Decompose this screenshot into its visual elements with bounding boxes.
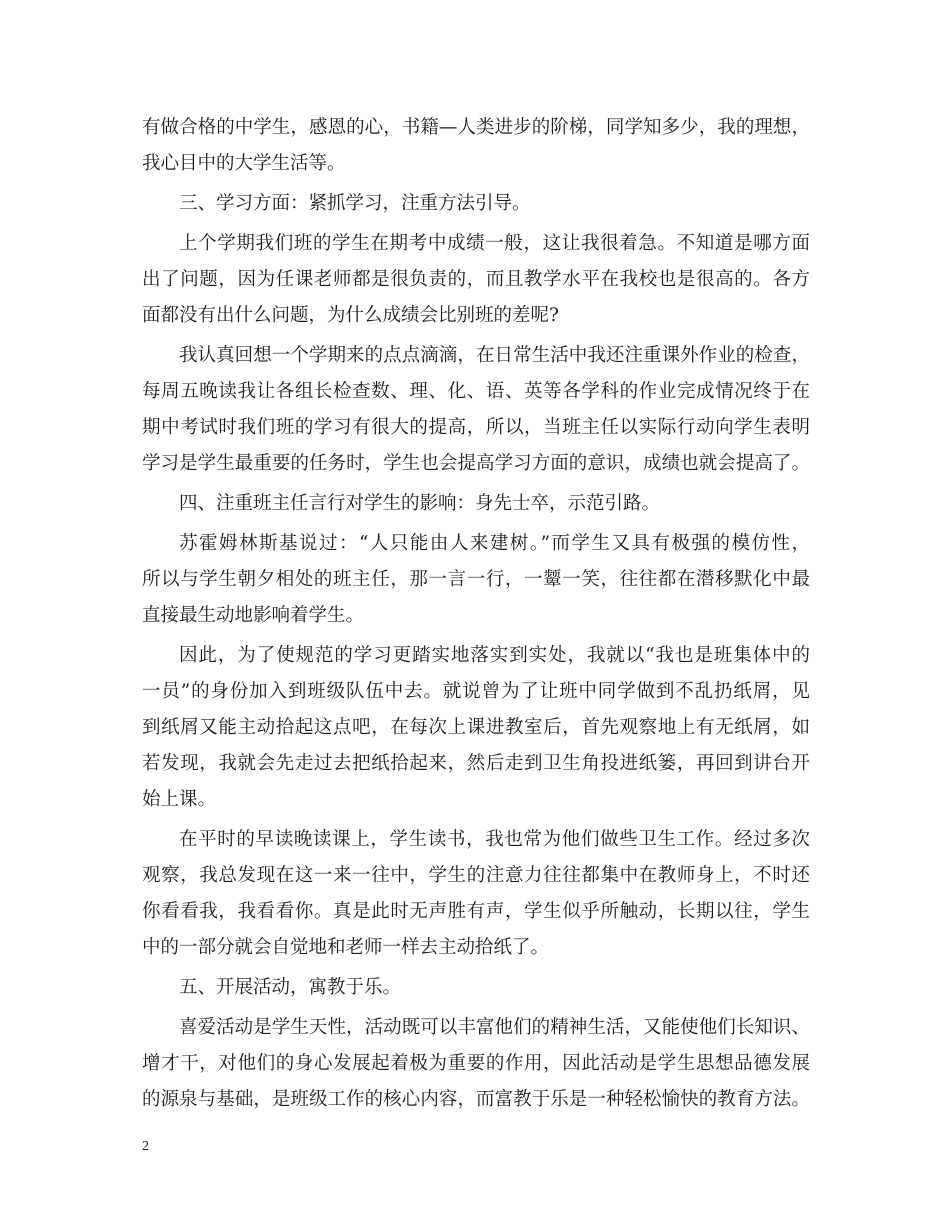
text-line: 你看看我，我看看你。真是此时无声胜有声，学生似乎所触动，长期以往，学生 (142, 901, 810, 922)
text-line: 直接最生动地影响着学生。 (142, 605, 365, 626)
text-line: 面都没有出什么问题，为什么成绩会比别班的差呢? (142, 305, 559, 326)
document-body (142, 110, 810, 1118)
text-line: 三、学习方面：紧抓学习，注重方法引导。 (179, 193, 531, 214)
text-line: 所以与学生朝夕相处的班主任，那一言一行，一颦一笑，往往都在潜移默化中最 (142, 569, 810, 590)
text-line: 出了问题，因为任课老师都是很负责的，而且教学水平在我校也是很高的。各方 (142, 269, 810, 290)
paragraph (142, 226, 810, 334)
text-line: 到纸屑又能主动拾起这点吧，在每次上课进教室后，首先观察地上有无纸屑，如 (142, 717, 810, 738)
paragraph (142, 338, 810, 482)
text-line: 苏霍姆林斯基说过：“人只能由人来建树。”而学生又具有极强的模仿性， (179, 533, 810, 554)
text-line: 增才干，对他们的身心发展起着极为重要的作用，因此活动是学生思想品德发展 (142, 1053, 810, 1074)
text-line: 五、开展活动，寓教于乐。 (179, 977, 402, 998)
text-line: 学习是学生最重要的任务时，学生也会提高学习方面的意识，成绩也就会提高了。 (142, 453, 810, 474)
paragraph (142, 638, 810, 818)
text-line: 我心目中的大学生活等。 (142, 153, 346, 174)
text-line: 我认真回想一个学期来的点点滴滴，在日常生活中我还注重课外作业的检查， (179, 345, 810, 366)
text-line: 上个学期我们班的学生在期考中成绩一般，这让我很着急。不知道是哪方面 (179, 233, 810, 254)
text-line: 始上课。 (142, 789, 217, 810)
text-line: 一员”的身份加入到班级队伍中去。就说曾为了让班中同学做到不乱扔纸屑，见 (142, 681, 810, 702)
paragraph (142, 822, 810, 966)
text-line: 每周五晚读我让各组长检查数、理、化、语、英等各学科的作业完成情况终于在 (142, 381, 810, 402)
text-line: 四、注重班主任言行对学生的影响：身先士卒，示范引路。 (179, 493, 661, 514)
text-line: 在平时的早读晚读课上，学生读书，我也常为他们做些卫生工作。经过多次 (179, 829, 810, 850)
text-line: 若发现，我就会先走过去把纸拾起来，然后走到卫生角投进纸篓，再回到讲台开 (142, 753, 810, 774)
paragraph (142, 1010, 810, 1118)
page-number: 2 (142, 1139, 149, 1154)
section-heading (142, 186, 810, 222)
section-heading (142, 486, 810, 522)
text-line: 喜爱活动是学生天性，活动既可以丰富他们的精神生活，又能使他们长知识、 (179, 1017, 810, 1038)
text-line: 有做合格的中学生，感恩的心，书籍—人类进步的阶梯，同学知多少，我的理想， (142, 117, 810, 138)
section-heading (142, 970, 810, 1006)
text-line: 期中考试时我们班的学习有很大的提高，所以，当班主任以实际行动向学生表明 (142, 417, 810, 438)
text-line: 因此，为了使规范的学习更踏实地落实到实处，我就以“我也是班集体中的 (179, 645, 810, 666)
text-line: 观察，我总发现在这一来一往中，学生的注意力往往都集中在教师身上，不时还 (142, 865, 810, 886)
text-line: 的源泉与基础，是班级工作的核心内容，而富教于乐是一种轻松愉快的教育方法。 (142, 1089, 810, 1110)
paragraph (142, 110, 810, 182)
paragraph (142, 526, 810, 634)
text-line: 中的一部分就会自觉地和老师一样去主动拾纸了。 (142, 937, 550, 958)
